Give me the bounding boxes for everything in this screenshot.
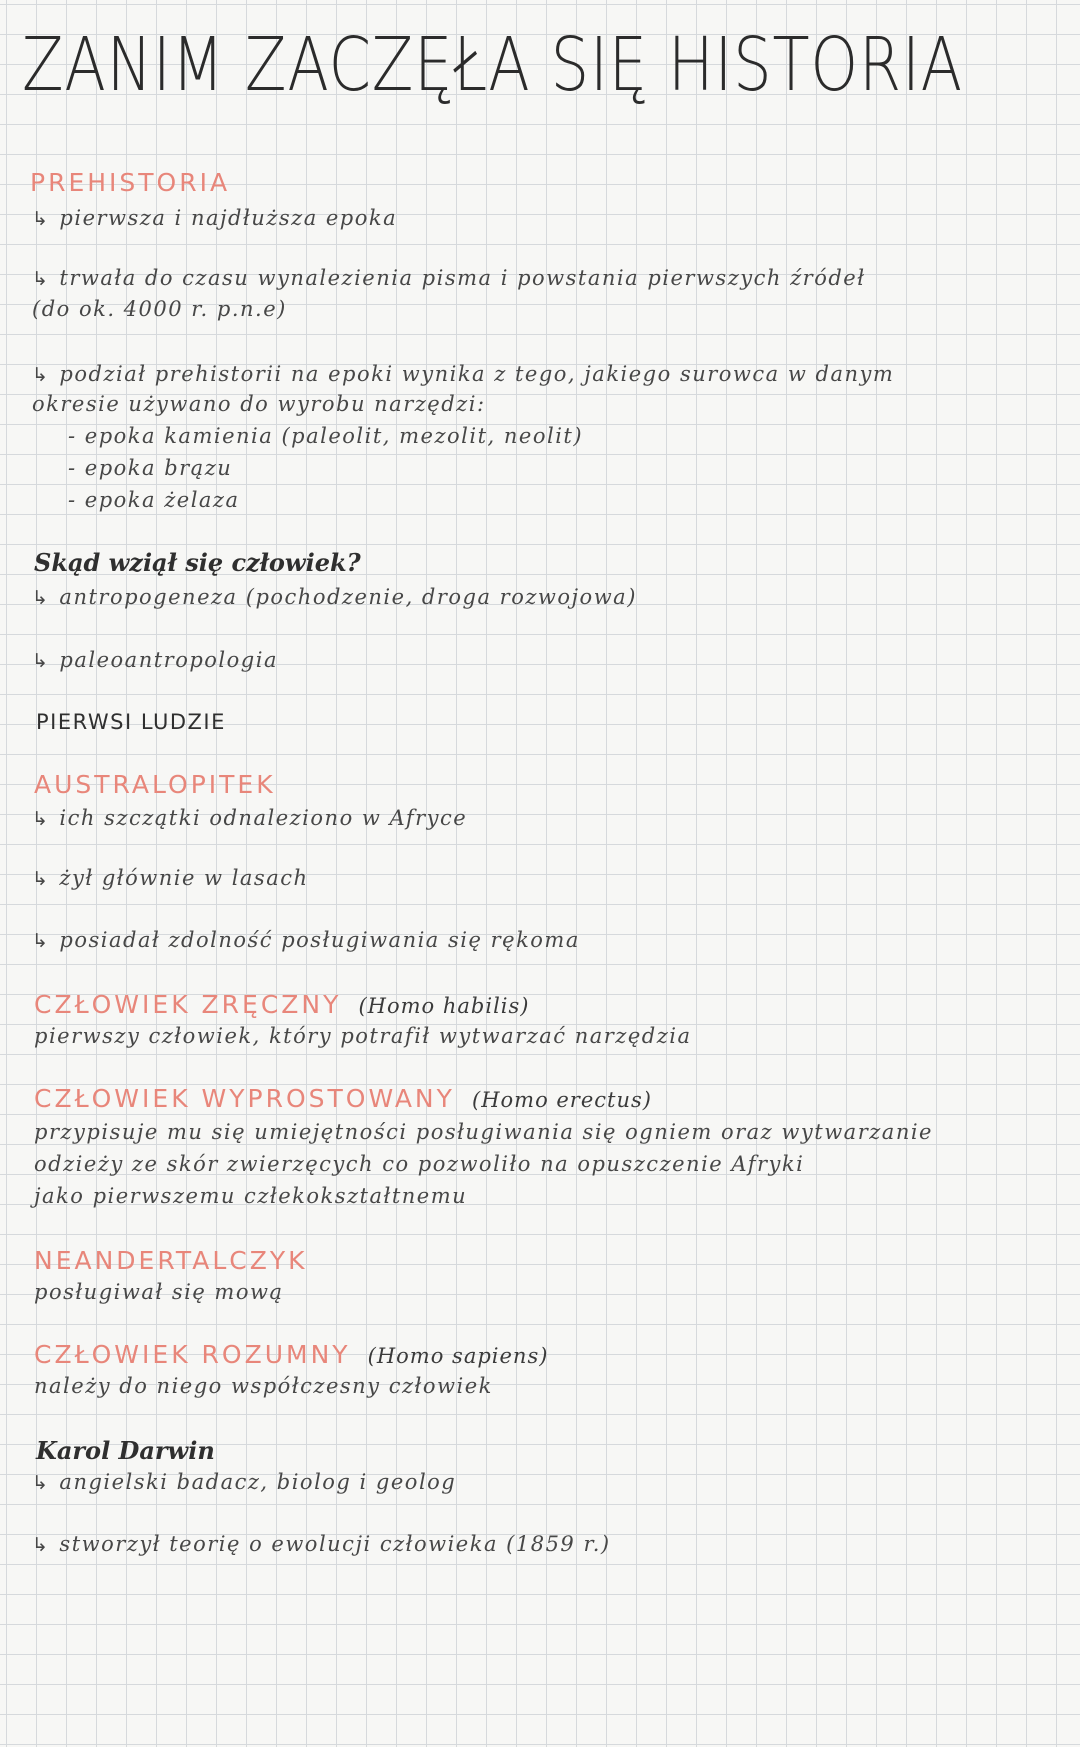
prehistoria-point-3-cont: okresie używano do wyrobu narzędzi: [32, 392, 486, 416]
zreczny-text: pierwszy człowiek, który potrafił wytwarzać narzędzia [34, 1024, 692, 1048]
zreczny-heading-row [34, 990, 529, 1019]
wyprostowany-heading: CZŁOWIEK WYPROSTOWANY [34, 1084, 455, 1113]
wyprostowany-line: odzieży ze skór zwierzęcych co pozwoliło na opuszczenie Afryki [34, 1152, 805, 1176]
arrow-icon: ↳ [32, 1472, 50, 1494]
zreczny-heading: CZŁOWIEK ZRĘCZNY [34, 990, 342, 1019]
arrow-icon: ↳ [32, 808, 50, 830]
prehistoria-point-3: ↳ podział prehistorii na epoki wynika z tego, jakiego surowca w danym [32, 362, 895, 386]
wyprostowany-line: jako pierwszemu człekokształtnemu [34, 1184, 468, 1208]
prehistoria-point-1: ↳ pierwsza i najdłuższa epoka [32, 206, 398, 230]
epoch-item: - epoka kamienia (paleolit, mezolit, neolit) [68, 424, 584, 448]
australopitek-heading: AUSTRALOPITEK [34, 770, 276, 799]
arrow-icon: ↳ [32, 268, 50, 290]
prehistoria-point-2: ↳ trwała do czasu wynalezienia pisma i powstania pierwszych źródeł [32, 266, 866, 290]
rozumny-latin: (Homo sapiens) [367, 1344, 549, 1368]
rozumny-heading: CZŁOWIEK ROZUMNY [34, 1340, 351, 1369]
zreczny-latin: (Homo habilis) [358, 994, 530, 1018]
rozumny-heading-row [34, 1340, 548, 1369]
rozumny-text: należy do niego współczesny człowiek [34, 1374, 493, 1398]
arrow-icon: ↳ [32, 930, 50, 952]
epoch-item: - epoka brązu [68, 456, 233, 480]
skad-heading: Skąd wziął się człowiek? [34, 548, 361, 577]
darwin-heading: Karol Darwin [36, 1436, 215, 1465]
skad-point-2: ↳ paleoantropologia [32, 648, 278, 672]
neandertalczyk-text: posługiwał się mową [34, 1280, 284, 1304]
wyprostowany-latin: (Homo erectus) [472, 1088, 652, 1112]
australopitek-point: ↳ posiadał zdolność posługiwania się rękoma [32, 928, 580, 952]
arrow-icon: ↳ [32, 208, 50, 230]
arrow-icon: ↳ [32, 364, 50, 386]
neandertalczyk-heading: NEANDERTALCZYK [34, 1246, 308, 1275]
darwin-point-1: ↳ angielski badacz, biolog i geolog [32, 1470, 457, 1494]
arrow-icon: ↳ [32, 1534, 50, 1556]
epoch-item: - epoka żelaza [68, 488, 240, 512]
australopitek-point: ↳ żył głównie w lasach [32, 866, 309, 890]
arrow-icon: ↳ [32, 587, 50, 609]
pierwsi-ludzie-heading: PIERWSI LUDZIE [36, 710, 226, 734]
arrow-icon: ↳ [32, 868, 50, 890]
prehistoria-point-2-cont: (do ok. 4000 r. p.n.e) [32, 297, 287, 321]
australopitek-point: ↳ ich szczątki odnaleziono w Afryce [32, 806, 468, 830]
wyprostowany-line: przypisuje mu się umiejętności posługiwania się ogniem oraz wytwarzanie [34, 1120, 933, 1144]
darwin-point-2: ↳ stworzył teorię o ewolucji człowieka (1859 r.) [32, 1532, 611, 1556]
arrow-icon: ↳ [32, 650, 50, 672]
skad-point-1: ↳ antropogeneza (pochodzenie, droga rozwojowa) [32, 585, 637, 609]
prehistoria-heading: PREHISTORIA [30, 168, 231, 197]
wyprostowany-heading-row [34, 1084, 652, 1113]
page-title: ZANIM ZACZĘŁA SIĘ HISTORIA [22, 22, 964, 108]
